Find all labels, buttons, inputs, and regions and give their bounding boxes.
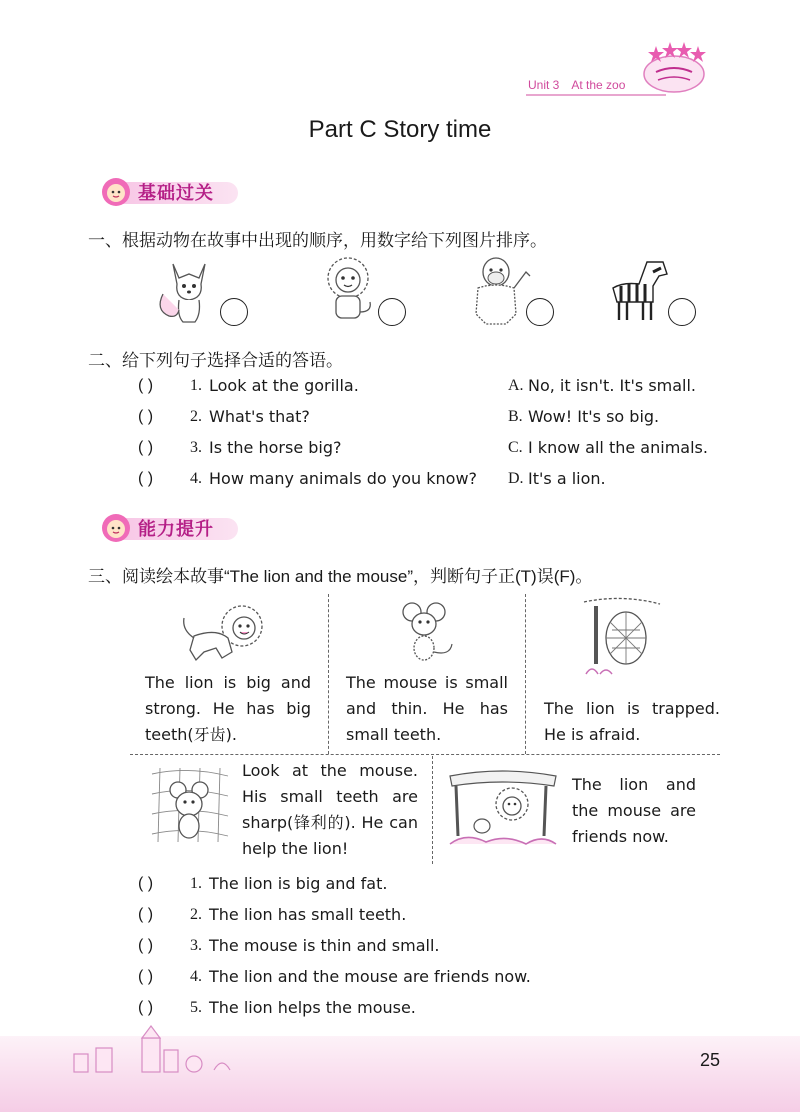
option-text: I know all the animals.	[528, 438, 708, 457]
gorilla-icon	[466, 254, 532, 326]
mouse-biting-net-icon	[148, 764, 232, 844]
panel-divider	[432, 756, 433, 864]
item-number: 2.	[190, 408, 202, 425]
page-title: Part C Story time	[308, 116, 492, 143]
story-panel-text: Look at the mouse. His small teeth are sharp(锋利的). He can help the lion!	[242, 761, 418, 858]
answer-paren[interactable]: ( )	[138, 408, 154, 425]
story-panel-text: The lion and the mouse are friends now.	[572, 775, 696, 846]
item-number: 1.	[190, 875, 202, 892]
kid-face-icon	[100, 176, 132, 208]
section-ability-label: 能力提升	[138, 519, 214, 539]
item-text: How many animals do you know?	[209, 469, 478, 488]
answer-paren[interactable]: ( )	[138, 439, 154, 456]
item-number: 2.	[190, 906, 202, 923]
q2-row	[138, 376, 738, 404]
panel-divider	[525, 594, 526, 754]
zebra-icon	[603, 258, 673, 324]
story-panel-text: The lion is big and strong. He has big teeth(牙齿).	[145, 673, 311, 744]
story-panel-text: The lion is trapped. He is afraid.	[544, 699, 720, 744]
item-text: The lion helps the mouse.	[209, 998, 416, 1017]
item-number: 1.	[190, 377, 202, 394]
unit-tag	[528, 78, 637, 92]
q2-title: 二、给下列句子选择合适的答语。	[88, 351, 343, 370]
option-letter: B.	[508, 408, 523, 425]
q1-title: 一、根据动物在故事中出现的顺序，用数字给下列图片排序。	[88, 231, 547, 250]
section-basic-header	[100, 176, 260, 206]
item-number: 3.	[190, 439, 202, 456]
q3-row	[138, 998, 738, 1026]
q2-row	[138, 438, 738, 466]
unit-title: At the zoo	[571, 78, 626, 92]
running-lion-icon	[176, 600, 274, 664]
answer-circle[interactable]	[526, 298, 554, 326]
crown-badge-icon	[632, 38, 716, 96]
answer-paren[interactable]: ( )	[138, 999, 154, 1016]
item-text: What's that?	[209, 407, 310, 426]
item-number: 4.	[190, 968, 202, 985]
story-panel-text: The mouse is small and thin. He has small teeth.	[346, 673, 508, 744]
q3-row	[138, 874, 738, 902]
page-number: 25	[700, 1050, 721, 1070]
answer-circle[interactable]	[668, 298, 696, 326]
item-text: The lion and the mouse are friends now.	[209, 967, 531, 986]
item-text: The lion is big and fat.	[209, 874, 388, 893]
item-text: Look at the gorilla.	[209, 376, 359, 395]
item-text: Is the horse big?	[209, 438, 342, 457]
kid-face-icon	[100, 512, 132, 544]
q2-row	[138, 407, 738, 435]
item-number: 4.	[190, 470, 202, 487]
castle-decoration-icon	[64, 1024, 254, 1074]
panel-divider	[130, 754, 720, 755]
q2-row	[138, 469, 738, 497]
q3-row	[138, 905, 738, 933]
answer-paren[interactable]: ( )	[138, 470, 154, 487]
lion-mouse-friends-icon	[446, 766, 560, 848]
item-text: The lion has small teeth.	[209, 905, 407, 924]
answer-paren[interactable]: ( )	[138, 906, 154, 923]
lion-icon	[316, 256, 380, 326]
answer-paren[interactable]: ( )	[138, 937, 154, 954]
panel-divider	[328, 594, 329, 754]
option-letter: A.	[508, 377, 524, 394]
option-letter: D.	[508, 470, 524, 487]
section-basic-label: 基础过关	[138, 183, 214, 203]
option-text: It's a lion.	[528, 469, 606, 488]
q3-title: 三、阅读绘本故事“The lion and the mouse”，判断句子正(T)误(F)。	[88, 567, 593, 586]
option-letter: C.	[508, 439, 523, 456]
q3-row	[138, 967, 738, 995]
section-ability-header	[100, 512, 260, 542]
answer-circle[interactable]	[378, 298, 406, 326]
item-number: 3.	[190, 937, 202, 954]
fox-icon	[155, 254, 225, 326]
item-text: The mouse is thin and small.	[209, 936, 440, 955]
answer-paren[interactable]: ( )	[138, 377, 154, 394]
trapped-lion-net-icon	[582, 594, 662, 682]
answer-paren[interactable]: ( )	[138, 968, 154, 985]
answer-paren[interactable]: ( )	[138, 875, 154, 892]
item-number: 5.	[190, 999, 202, 1016]
unit-number: Unit 3	[528, 78, 560, 92]
option-text: No, it isn't. It's small.	[528, 376, 697, 395]
q3-row	[138, 936, 738, 964]
answer-circle[interactable]	[220, 298, 248, 326]
option-text: Wow! It's so big.	[528, 407, 660, 426]
mouse-icon	[392, 600, 458, 664]
